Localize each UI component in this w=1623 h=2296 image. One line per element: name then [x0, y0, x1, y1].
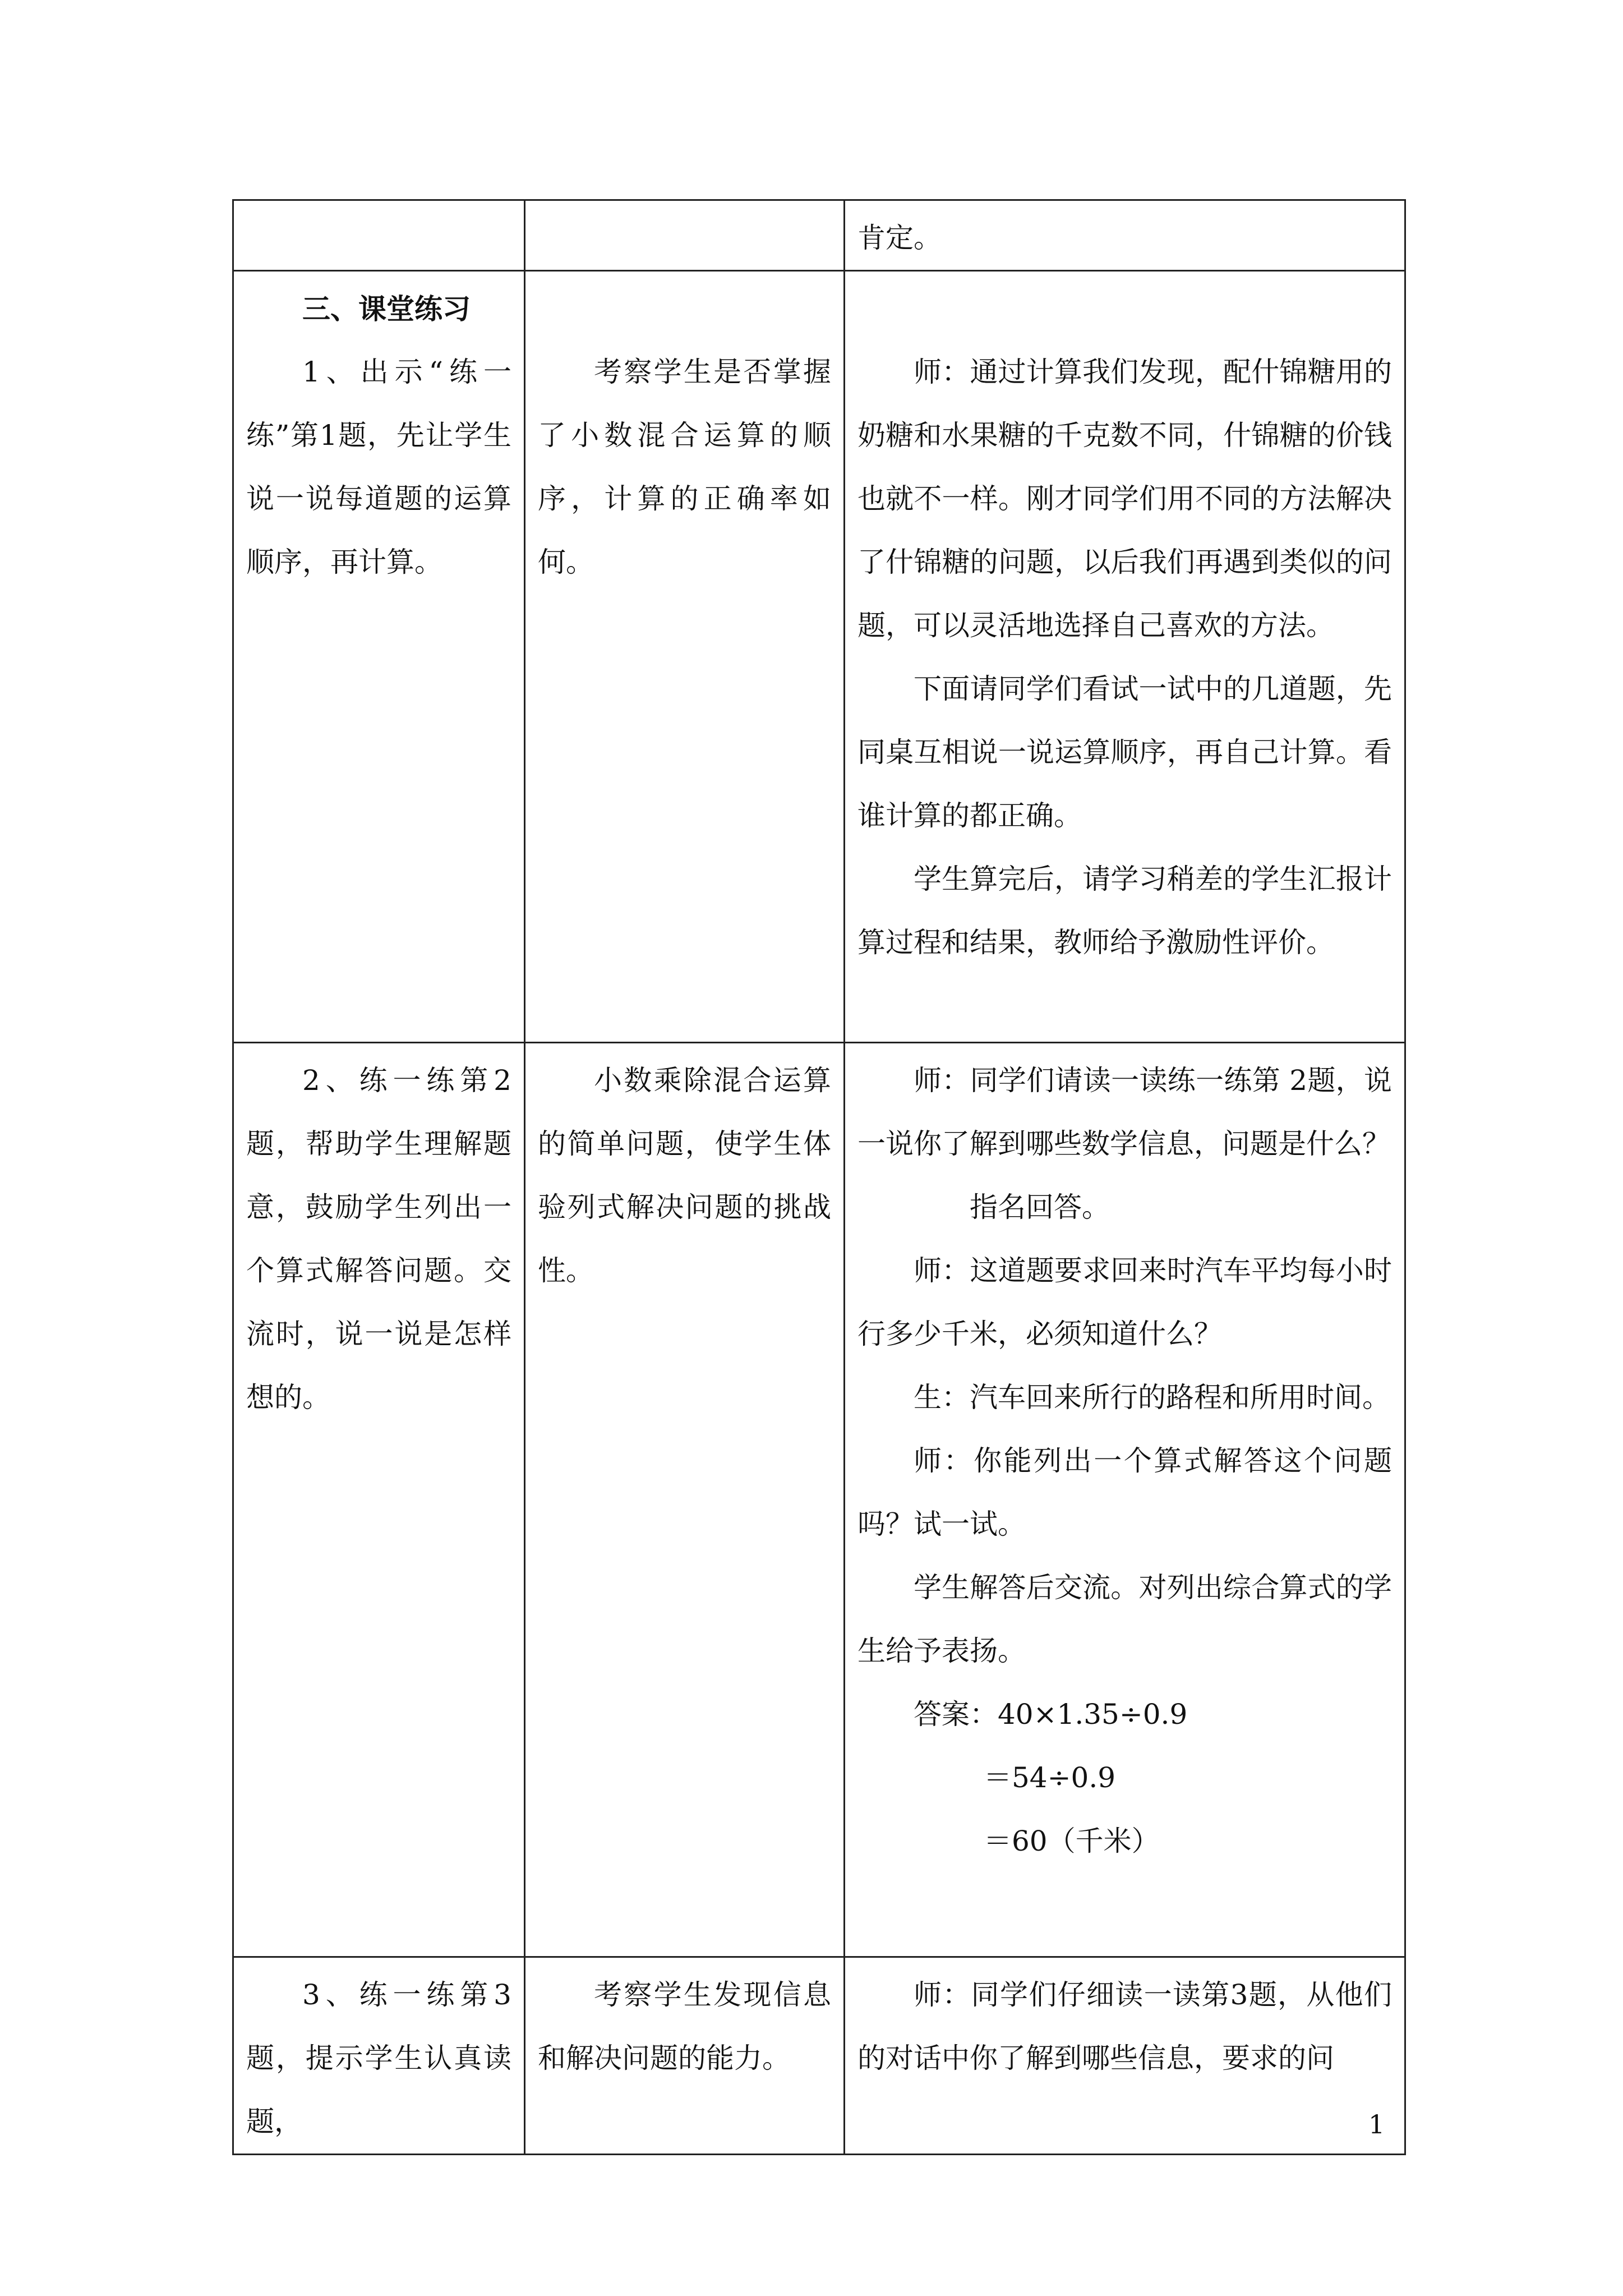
teacher-cell	[845, 200, 1405, 271]
purpose-cell	[525, 1043, 845, 1957]
paragraph: 学生解答后交流。对列出综合算式的学生给予表扬。	[857, 1571, 1392, 1667]
teacher-cell	[845, 271, 1405, 1043]
paragraph: 小数乘除混合运算的简单问题，使学生体验列式解决问题的挑战性。	[538, 1064, 831, 1287]
activity-cell	[233, 1957, 525, 2155]
answer-line: 答案：40×1.35÷0.9	[914, 1698, 1188, 1731]
paragraph: 师：同学们请读一读练一练第 2题，说一说你了解到哪些数学信息，问题是什么？	[857, 1064, 1392, 1160]
lesson-plan-table	[232, 199, 1406, 2155]
paragraph: 学生算完后，请学习稍差的学生汇报计算过程和结果，教师给予激励性评价。	[857, 863, 1392, 959]
section-heading: 三、课堂练习	[302, 292, 471, 325]
paragraph: 师：这道题要求回来时汽车平均每小时行多少千米，必须知道什么？	[857, 1254, 1392, 1350]
paragraph: 3、练一练第3题，提示学生认真读题，	[246, 1978, 511, 2138]
table-row	[233, 271, 1405, 1043]
paragraph: 师：你能列出一个算式解答这个问题吗？试一试。	[857, 1444, 1392, 1540]
answer-line: ＝60（千米）	[984, 1825, 1160, 1857]
activity-cell	[233, 1043, 525, 1957]
paragraph: 2、练一练第2题，帮助学生理解题意，鼓励学生列出一个算式解答问题。交流时，说一说是怎样想的。	[246, 1064, 511, 1414]
paragraph: 1、出示“练一练”第1题，先让学生说一说每道题的运算顺序，再计算。	[246, 356, 511, 578]
table-row	[233, 200, 1405, 271]
page-number: 1	[1368, 2109, 1385, 2139]
activity-cell	[233, 271, 525, 1043]
table-row	[233, 1043, 1405, 1957]
paragraph: 师：同学们仔细读一读第3题，从他们的对话中你了解到哪些信息，要求的问	[857, 1978, 1392, 2074]
table-row	[233, 1957, 1405, 2155]
paragraph: 师：通过计算我们发现，配什锦糖用的奶糖和水果糖的千克数不同，什锦糖的价钱也就不一样。刚才同学们用不同的方法解决了什锦糖的问题，以后我们再遇到类似的问题，可以灵活地选择自己喜欢的方法。	[857, 356, 1392, 642]
paragraph: 考察学生是否掌握了小数混合运算的顺序，计算的正确率如何。	[538, 356, 831, 578]
paragraph: 生：汽车回来所行的路程和所用时间。	[914, 1381, 1390, 1414]
answer-line: ＝54÷0.9	[984, 1761, 1116, 1794]
paragraph: 指名回答。	[970, 1191, 1110, 1223]
paragraph: 肯定。	[857, 222, 942, 254]
purpose-cell	[525, 1957, 845, 2155]
paragraph: 考察学生发现信息和解决问题的能力。	[538, 1978, 831, 2074]
teacher-cell	[845, 1043, 1405, 1957]
teacher-cell	[845, 1957, 1405, 2155]
purpose-cell	[525, 271, 845, 1043]
activity-cell	[233, 200, 525, 271]
paragraph: 下面请同学们看试一试中的几道题，先同桌互相说一说运算顺序，再自己计算。看谁计算的都正确。	[857, 673, 1392, 832]
purpose-cell	[525, 200, 845, 271]
